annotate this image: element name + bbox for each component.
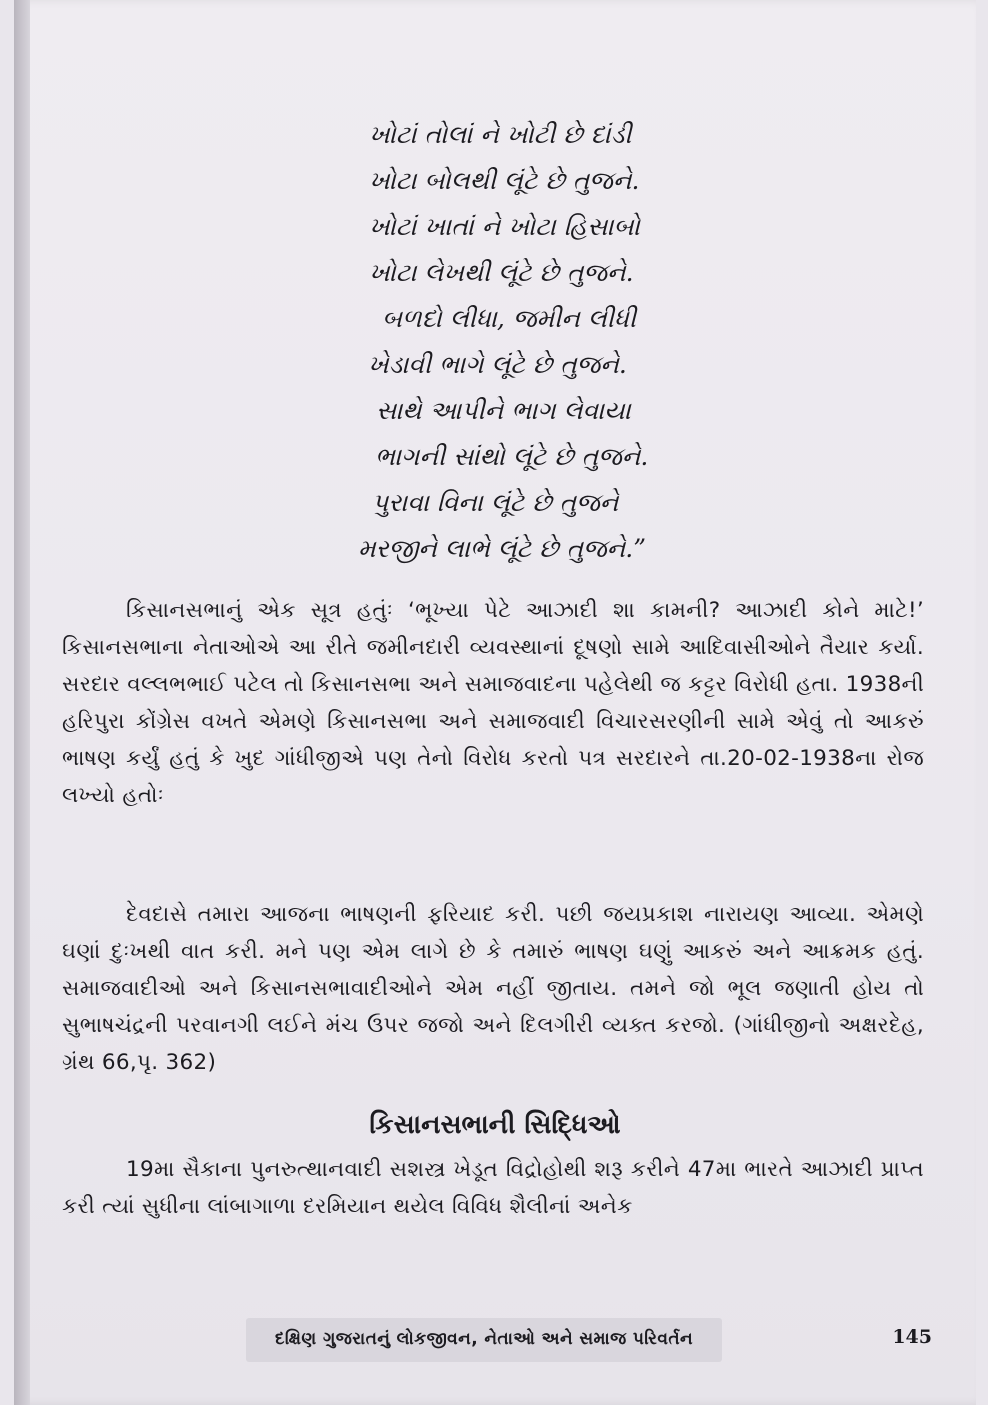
poem-line: પુરાવા વિના લૂંટે છે તુજને (372, 488, 619, 517)
footer-band (246, 1318, 722, 1362)
poem-line: ખોટાં ખાતાં ને ખોટા હિસાબો (369, 212, 640, 241)
poem-block (264, 112, 784, 572)
poem-line: ભાગની સાંથો લૂંટે છે તુજને. (375, 442, 649, 471)
poem-line: ખોટા બોલથી લૂંટે છે તુજને. (369, 166, 640, 195)
page-number: 145 (892, 1326, 932, 1348)
footer-book-title: દક્ષિણ ગુજરાતનું લોકજીવન, નેતાઓ અને સમાજ પરિવર્તન (274, 1329, 694, 1349)
paragraph-kisan-sabha: કિસાનસભાનું એક સૂત્ર હતુંઃ ‘ભૂખ્યા પેટે આઝાદી શા કામની? આઝાદી કોને માટે!’ કિસાનસભાના નેતાઓએ આ રીતે જમીનદારી વ્યવસ્થાનાં દૂષણો સામે આદિવાસીઓને તૈયાર કર્યા. સરદાર વલ્લભભાઈ પટેલ તો કિસાનસભા અને સમાજવાદના પહેલેથી જ કટ્ટર વિરોધી હતા. 1938ની હરિપુરા કોંગ્રેસ વખતે એમણે કિસાનસભા અને સમાજવાદી વિચારસરણીની સામે એવું તો આકરું ભાષણ કર્યું હતું કે ખુદ ગાંધીજીએ પણ તેનો વિરોધ કરતો પત્ર સરદારને તા.20-02-1938ના રોજ લખ્યો હતોઃ (62, 598, 925, 808)
poem-line: મરજીને લાભે લૂંટે છે તુજને.” (358, 534, 647, 563)
section-heading: કિસાનસભાની સિદ્ધિઓ (369, 1110, 621, 1140)
poem-line: ખેડાવી ભાગે લૂંટે છે તુજને. (368, 350, 627, 379)
book-page (14, 0, 976, 1405)
paragraph-gandhi-letter: દેવદાસે તમારા આજના ભાષણની ફરિયાદ કરી. પછી જયપ્રકાશ નારાયણ આવ્યા. એમણે ઘણાં દુઃખથી વાત કરી. મને પણ એમ લાગે છે કે તમારું ભાષણ ઘણું આકરું અને આક્રમક હતું. સમાજવાદીઓ અને કિસાનસભાવાદીઓને એમ નહીં જીતાય. તમને જો ભૂલ જણાતી હોય તો સુભાષચંદ્રની પરવાનગી લઈને મંચ ઉપર જજો અને દિલગીરી વ્યક્ત કરજો. (ગાંધીજીનો અક્ષરદેહ, ગ્રંથ 66,પૃ. 362) (62, 902, 924, 1075)
book-spine-shadow (14, 0, 30, 1405)
poem-line: ખોટાં તોલાં ને ખોટી છે દાંડી (369, 120, 632, 149)
paragraph-achievements: 19મા સૈકાના પુનરુત્થાનવાદી સશસ્ત્ર ખેડૂત વિદ્રોહોથી શરૂ કરીને 47મા ભારતે આઝાદી પ્રાપ્ત કરી ત્યાં સુધીના લાંબાગાળા દરમિયાન થયેલ વિવિધ શૈલીનાં અનેક (62, 1157, 924, 1219)
poem-line: બળદો લીધા, જમીન લીધી (382, 304, 637, 333)
poem-line: ખોટા લેખથી લૂંટે છે તુજને. (369, 258, 634, 287)
poem-line: સાથે આપીને ભાગ લેવાયા (376, 396, 631, 425)
